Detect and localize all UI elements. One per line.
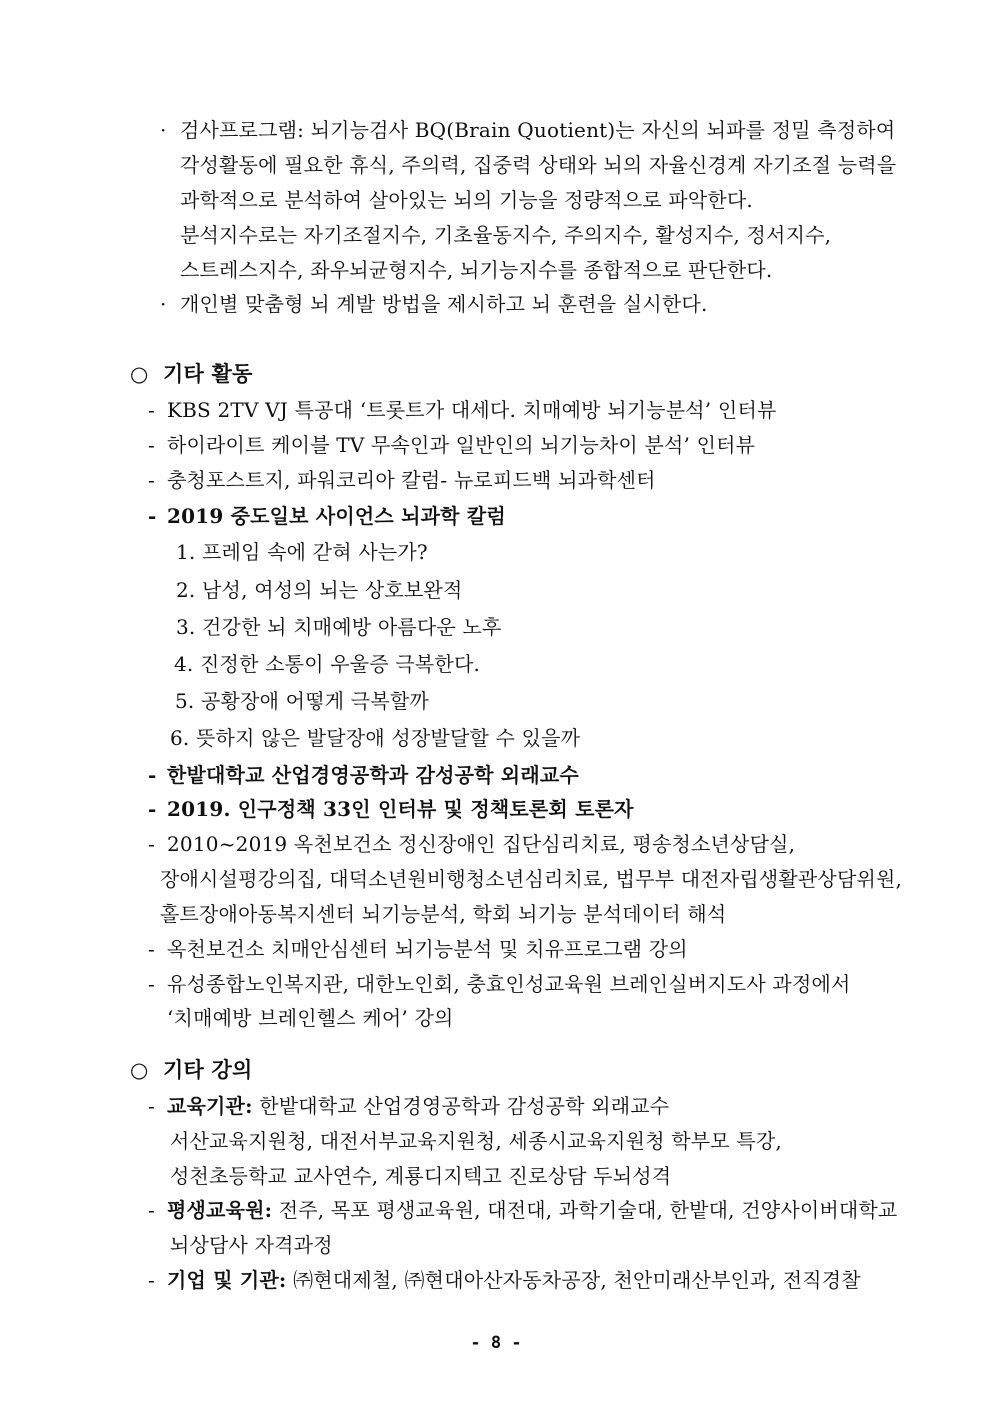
section-title-activities: 기타 활동 xyxy=(163,361,253,386)
lecture-edu-institutions-line-2: 서산교육지원청, 대전서부교육지원청, 세종시교육지원청 학부모 특강, xyxy=(170,1129,782,1153)
activity-item-okcheon-line-3: 홀트장애아동복지센터 뇌기능분석, 학회 뇌기능 분석데이터 해석 xyxy=(160,902,727,926)
bq-description-line-2: 각성활동에 필요한 휴식, 주의력, 집중력 상태와 뇌의 자율신경계 자기조절 능력을 xyxy=(180,153,897,177)
activity-item-dementia-center: 옥천보건소 치매안심센터 뇌기능분석 및 치유프로그램 강의 xyxy=(167,937,688,961)
activity-item-population-policy: 2019. 인구정책 33인 인터뷰 및 정책토론회 토론자 xyxy=(167,797,634,821)
dash-marker: - xyxy=(148,1268,155,1292)
lecture-lifelong-edu-line-2: 뇌상담사 자격과정 xyxy=(170,1233,333,1257)
dash-marker: - xyxy=(148,763,157,787)
section-title-lectures: 기타 강의 xyxy=(163,1057,253,1082)
lecture-edu-institutions-line-1 xyxy=(167,1094,669,1118)
bullet-marker: · xyxy=(160,118,167,142)
lecture-companies-line-1 xyxy=(167,1268,861,1292)
activity-item-okcheon-line-2: 장애시설평강의집, 대덕소년원비행청소년심리치료, 법무부 대전자립생활관상담위원, xyxy=(160,867,903,891)
lecture-category-label: 교육기관: xyxy=(167,1094,253,1118)
column-article-4: 4. 진정한 소통이 우울증 극복한다. xyxy=(174,652,481,676)
activity-item-kbs: KBS 2TV VJ 특공대 ‘트롯트가 대세다. 치매예방 뇌기능분석’ 인터뷰 xyxy=(167,398,777,422)
activity-item-hanbat-professor: 한밭대학교 산업경영공학과 감성공학 외래교수 xyxy=(167,763,579,787)
section-marker-icon: ○ xyxy=(130,361,149,386)
activity-item-okcheon-line-1: 2010~2019 옥천보건소 정신장애인 집단심리치료, 평송청소년상담실, xyxy=(167,832,796,856)
lecture-category-label: 기업 및 기관: xyxy=(167,1268,287,1292)
column-article-3: 3. 건강한 뇌 치매예방 아름다운 노후 xyxy=(176,615,502,639)
lecture-lifelong-edu-line-1 xyxy=(167,1198,897,1222)
lecture-category-label: 평생교육원: xyxy=(167,1198,273,1222)
brain-training-line: 개인별 맞춤형 뇌 계발 방법을 제시하고 뇌 훈련을 실시한다. xyxy=(180,292,708,316)
activity-item-senior-welfare-line-2: ‘치매예방 브레인헬스 케어’ 강의 xyxy=(167,1006,454,1030)
dash-marker: - xyxy=(148,1198,155,1222)
section-marker-icon: ○ xyxy=(130,1057,149,1082)
dash-marker: - xyxy=(148,832,155,856)
column-article-1: 1. 프레임 속에 갇혀 사는가? xyxy=(176,540,428,564)
column-article-5: 5. 공황장애 어떻게 극복할까 xyxy=(175,689,429,713)
bq-description-line-4: 분석지수로는 자기조절지수, 기초율동지수, 주의지수, 활성지수, 정서지수, xyxy=(180,223,832,247)
lecture-edu-institutions-line-3: 성천초등학교 교사연수, 계룡디지텍고 진로상담 두뇌성격 xyxy=(170,1164,672,1188)
lecture-category-text: 전주, 목포 평생교육원, 대전대, 과학기술대, 한밭대, 건양사이버대학교 xyxy=(278,1198,898,1222)
activity-item-senior-welfare-line-1: 유성종합노인복지관, 대한노인회, 충효인성교육원 브레인실버지도사 과정에서 xyxy=(167,972,851,996)
lecture-category-text: 한밭대학교 산업경영공학과 감성공학 외래교수 xyxy=(259,1094,670,1118)
bq-description-line-3: 과학적으로 분석하여 살아있는 뇌의 기능을 정량적으로 파악한다. xyxy=(180,188,753,212)
dash-marker: - xyxy=(148,937,155,961)
bullet-marker: · xyxy=(160,292,167,316)
dash-marker: - xyxy=(148,468,155,492)
dash-marker: - xyxy=(148,972,155,996)
dash-marker: - xyxy=(148,797,157,821)
bq-description-line-1: 검사프로그램: 뇌기능검사 BQ(Brain Quotient)는 자신의 뇌파를 정밀 측정하여 xyxy=(180,118,896,142)
dash-marker: - xyxy=(148,398,155,422)
activity-item-joongdo-column: 2019 중도일보 사이언스 뇌과학 칼럼 xyxy=(167,504,506,528)
dash-marker: - xyxy=(148,504,157,528)
activity-item-highlight-tv: 하이라이트 케이블 TV 무속인과 일반인의 뇌기능차이 분석’ 인터뷰 xyxy=(167,433,756,457)
lecture-category-text: ㈜현대제철, ㈜현대아산자동차공장, 천안미래산부인과, 전직경찰 xyxy=(293,1268,861,1292)
column-article-6: 6. 뜻하지 않은 발달장애 성장발달할 수 있을까 xyxy=(170,726,581,750)
activity-item-column: 충청포스트지, 파워코리아 칼럼- 뉴로피드백 뇌과학센터 xyxy=(167,468,656,492)
bq-description-line-5: 스트레스지수, 좌우뇌균형지수, 뇌기능지수를 종합적으로 판단한다. xyxy=(180,258,773,282)
column-article-2: 2. 남성, 여성의 뇌는 상호보완적 xyxy=(176,578,463,602)
dash-marker: - xyxy=(148,1094,155,1118)
dash-marker: - xyxy=(148,433,155,457)
page-number: - 8 - xyxy=(470,1333,522,1353)
